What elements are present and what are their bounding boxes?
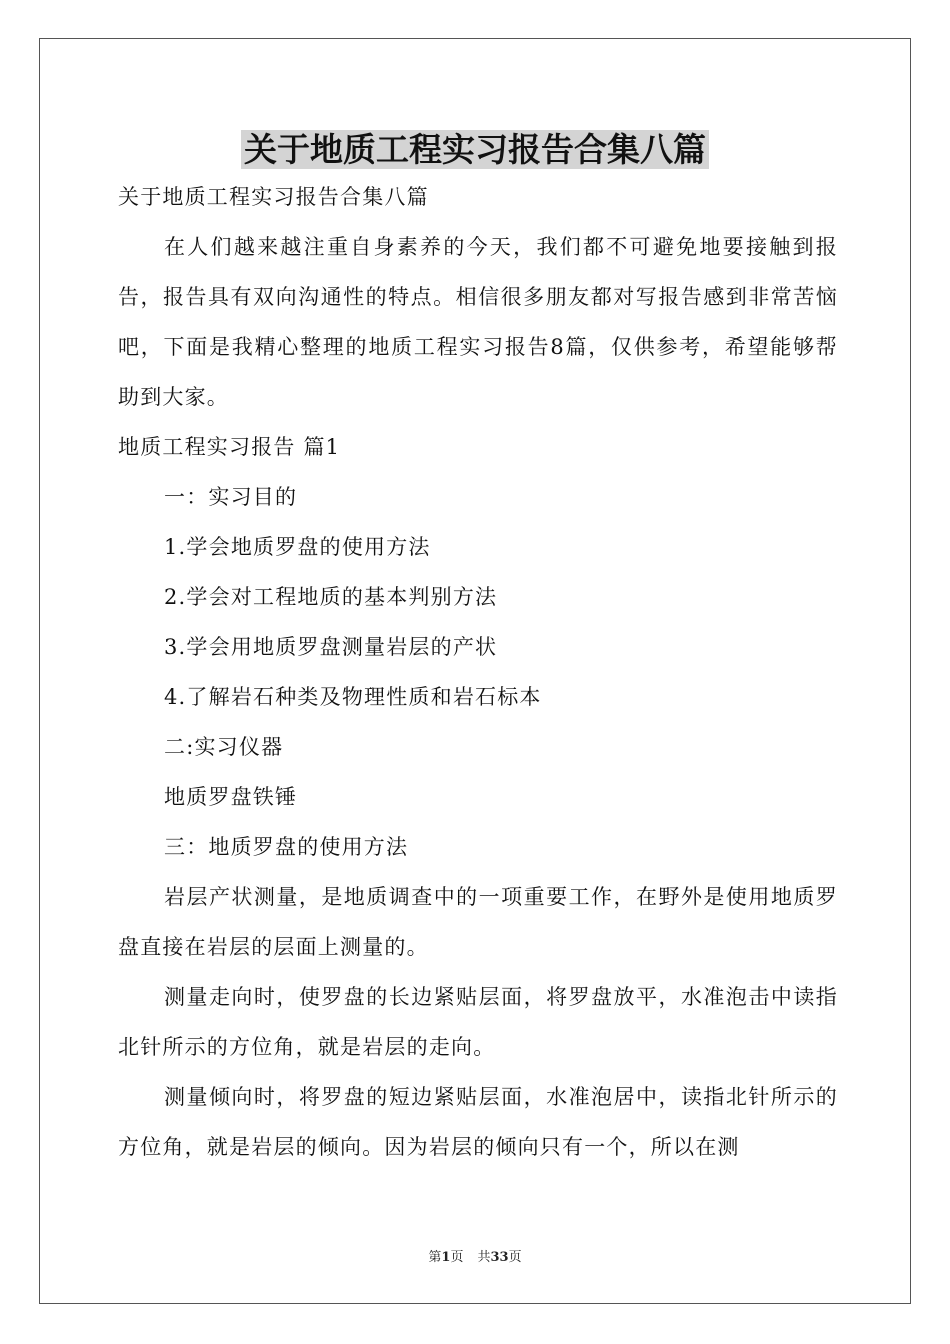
body-paragraph: 测量走向时，使罗盘的长边紧贴层面，将罗盘放平，水准泡击中读指北针所示的方位角，就是岩层的走向。 [118,985,838,1059]
list-item: 2.学会对工程地质的基本判别方法 [164,585,498,609]
list-item: 4.了解岩石种类及物理性质和岩石标本 [164,685,542,709]
page-suffix: 页 [450,1250,464,1265]
document-body [118,172,838,1172]
page-number: 1 [441,1250,451,1265]
body-paragraph: 三：地质罗盘的使用方法 [164,835,409,859]
body-paragraph: 关于地质工程实习报告合集八篇 [118,185,429,209]
body-paragraph: 地质罗盘铁锤 [164,785,298,809]
document-title [0,124,950,176]
body-paragraph: 一：实习目的 [164,485,298,509]
total-prefix: 共 [477,1250,491,1265]
body-paragraph: 在人们越来越注重自身素养的今天，我们都不可避免地要接触到报告，报告具有双向沟通性的特点。相信很多朋友都对写报告感到非常苦恼吧，下面是我精心整理的地质工程实习报告8篇，仅供参考，希望能够帮助到大家。 [118,235,838,409]
total-pages: 33 [490,1250,509,1265]
body-paragraph: 岩层产状测量，是地质调查中的一项重要工作，在野外是使用地质罗盘直接在岩层的层面上测量的。 [118,885,838,959]
body-paragraph: 测量倾向时，将罗盘的短边紧贴层面，水准泡居中，读指北针所示的方位角，就是岩层的倾向。因为岩层的倾向只有一个，所以在测 [118,1085,838,1159]
page-prefix: 第 [428,1250,442,1265]
list-item: 1.学会地质罗盘的使用方法 [164,535,431,559]
total-suffix: 页 [508,1250,522,1265]
list-item: 3.学会用地质罗盘测量岩层的产状 [164,635,498,659]
document-title-text: 关于地质工程实习报告合集八篇 [241,130,709,169]
page-footer [0,1246,950,1265]
section-heading: 地质工程实习报告 篇1 [118,435,341,459]
body-paragraph: 二:实习仪器 [164,735,284,759]
